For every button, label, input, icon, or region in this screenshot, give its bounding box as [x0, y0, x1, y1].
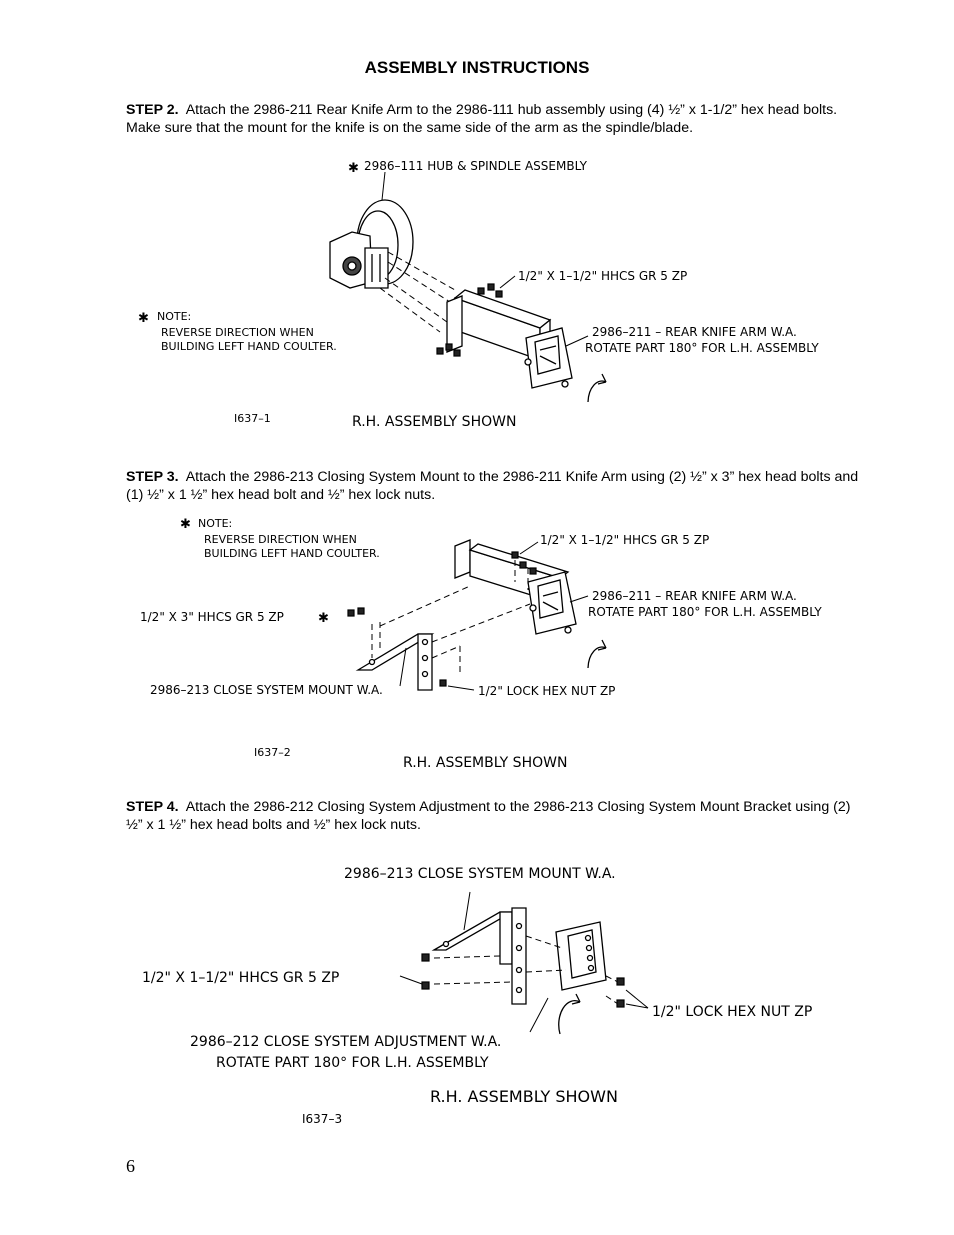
note-asterisk-icon: ✱	[138, 311, 149, 326]
lock-nut-label: 1/2" LOCK HEX NUT ZP	[652, 1004, 813, 1020]
asterisk-icon: ✱	[348, 161, 359, 176]
step-4-instruction	[126, 798, 866, 834]
figure-caption: R.H. ASSEMBLY SHOWN	[352, 414, 517, 430]
figure-3-labels	[142, 866, 812, 1126]
asterisk-icon: ✱	[318, 611, 329, 626]
knife-arm-label: 2986–211 – REAR KNIFE ARM W.A.	[592, 589, 797, 603]
note-line-2: BUILDING LEFT HAND COULTER.	[161, 340, 337, 353]
note-line-1: REVERSE DIRECTION WHEN	[161, 326, 314, 339]
step-2-text: Attach the 2986-211 Rear Knife Arm to the 2986-111 hub assembly using (4) ½” x 1-1/2” hex head bolts. Make sure that the mount for the knife is on the same side of the arm as the spindle/blade.	[126, 102, 838, 136]
figure-id: I637–1	[234, 412, 271, 425]
note-line-1: REVERSE DIRECTION WHEN	[204, 533, 357, 546]
note-title: NOTE:	[157, 310, 192, 323]
figure-3-drawing	[0, 852, 954, 1132]
figure-id: I637–2	[254, 746, 291, 759]
figure-1-drawing	[0, 150, 954, 440]
lock-nut-label: 1/2" LOCK HEX NUT ZP	[478, 684, 616, 698]
step-4-text: Attach the 2986-212 Closing System Adjustment to the 2986-213 Closing System Mount Bracket using (2) ½” x 1 ½” hex head bolts and ½” hex lock nuts.	[126, 799, 851, 833]
figure-3-close-system-adjustment	[0, 852, 954, 1132]
figure-2-drawing	[0, 512, 954, 774]
rotate-part-label: ROTATE PART 180° FOR L.H. ASSEMBLY	[216, 1055, 489, 1071]
note-line-2: BUILDING LEFT HAND COULTER.	[204, 547, 380, 560]
step-2-label: STEP 2.	[126, 102, 179, 118]
step-2-instruction	[126, 101, 866, 137]
hub-assembly-label: 2986–111 HUB & SPINDLE ASSEMBLY	[364, 159, 588, 173]
figure-1-knife-arm-hub	[0, 150, 954, 440]
mount-label: 2986–213 CLOSE SYSTEM MOUNT W.A.	[344, 866, 616, 882]
close-system-mount-drawing	[434, 908, 526, 1004]
rotate-part-label: ROTATE PART 180° FOR L.H. ASSEMBLY	[588, 605, 822, 619]
note-asterisk-icon: ✱	[180, 517, 191, 532]
knife-arm-label: 2986–211 – REAR KNIFE ARM W.A.	[592, 325, 797, 339]
rotate-arrow	[559, 994, 580, 1034]
rotate-part-label: ROTATE PART 180° FOR L.H. ASSEMBLY	[585, 341, 819, 355]
figure-caption: R.H. ASSEMBLY SHOWN	[430, 1087, 618, 1106]
step-4-label: STEP 4.	[126, 799, 179, 815]
step-3-text: Attach the 2986-213 Closing System Mount to the 2986-211 Knife Arm using (2) ½” x 3” hex head bolts and (1) ½” x 1 ½” hex head bolt and ½” hex lock nuts.	[126, 469, 859, 503]
bolt-short-label: 1/2" X 1–1/2" HHCS GR 5 ZP	[540, 533, 710, 547]
bolt-callout-label: 1/2" X 1–1/2" HHCS GR 5 ZP	[518, 269, 688, 283]
note-title: NOTE:	[198, 517, 233, 530]
close-system-adjustment-drawing	[556, 922, 606, 990]
bolt-callout-label: 1/2" X 1–1/2" HHCS GR 5 ZP	[142, 970, 340, 986]
page-number: 6	[126, 1156, 135, 1176]
figure-2-close-system-mount	[0, 512, 954, 774]
figure-id: I637–3	[302, 1112, 343, 1126]
close-system-mount-drawing	[358, 634, 432, 690]
step-3-instruction	[126, 468, 866, 504]
knife-arm-drawing	[447, 290, 572, 388]
mount-label: 2986–213 CLOSE SYSTEM MOUNT W.A.	[150, 683, 383, 697]
step-3-label: STEP 3.	[126, 469, 179, 485]
rotate-arrow	[588, 374, 606, 402]
figure-caption: R.H. ASSEMBLY SHOWN	[403, 755, 568, 771]
adjustment-label: 2986–212 CLOSE SYSTEM ADJUSTMENT W.A.	[190, 1034, 502, 1050]
rotate-arrow	[588, 640, 606, 668]
hub-assembly-drawing	[330, 200, 413, 288]
bolt-long-label: 1/2" X 3" HHCS GR 5 ZP	[140, 610, 284, 624]
page-title: ASSEMBLY INSTRUCTIONS	[364, 58, 590, 77]
